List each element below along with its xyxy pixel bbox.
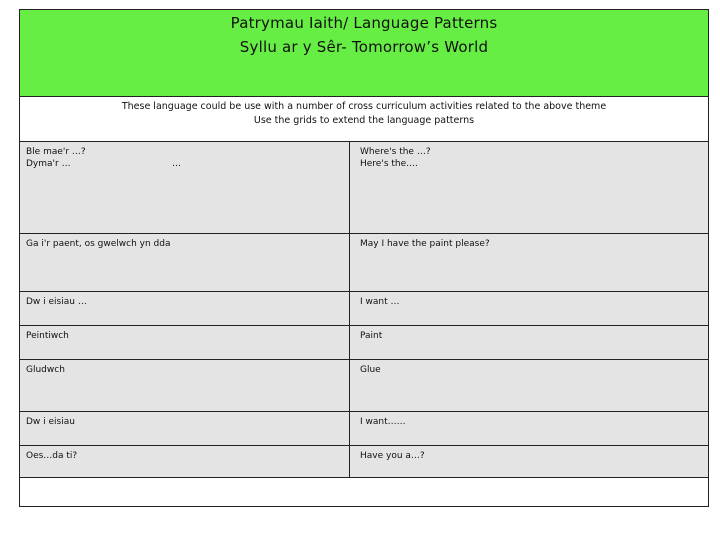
table-row — [20, 234, 708, 292]
table-row — [20, 142, 708, 234]
table-row — [20, 360, 708, 412]
welsh-phrase: Dyma'r … — [26, 159, 71, 169]
table-row — [20, 412, 708, 446]
table-row — [20, 326, 708, 360]
english-cell: I want…… — [360, 417, 406, 427]
english-cell: Have you a…? — [360, 451, 425, 461]
english-cell: Paint — [360, 331, 383, 341]
intro-line-1: These language could be use with a number of cross curriculum activities related to the above theme — [121, 101, 607, 112]
english-cell: May I have the paint please? — [360, 239, 490, 249]
welsh-cell: Oes…da ti? — [20, 446, 350, 477]
table-row — [20, 446, 708, 478]
welsh-cell — [20, 142, 350, 233]
english-cell: Glue — [360, 365, 381, 375]
language-patterns-sheet — [19, 9, 709, 507]
title-line-2: Syllu ar y Sêr- Tomorrow’s World — [239, 38, 489, 56]
welsh-phrase: Ble mae'r …? — [26, 147, 86, 157]
welsh-cell: Dw i eisiau — [20, 412, 350, 445]
empty-row — [20, 478, 708, 506]
welsh-cell: Peintiwch — [20, 326, 350, 359]
table-row — [20, 292, 708, 326]
english-phrase: Here's the…. — [360, 159, 418, 169]
welsh-ellipsis: … — [172, 159, 181, 169]
title-line-1: Patrymau Iaith/ Language Patterns — [230, 14, 498, 32]
welsh-cell: Gludwch — [20, 360, 350, 411]
title-band — [20, 10, 708, 97]
welsh-cell: Ga i'r paent, os gwelwch yn dda — [20, 234, 350, 291]
english-cell — [350, 142, 708, 233]
english-phrase: Where's the …? — [360, 147, 431, 157]
intro-line-2: Use the grids to extend the language patterns — [253, 115, 475, 126]
english-cell: I want … — [360, 297, 400, 307]
empty-cell — [20, 478, 350, 506]
intro-section — [20, 97, 708, 142]
welsh-cell: Dw i eisiau … — [20, 292, 350, 325]
